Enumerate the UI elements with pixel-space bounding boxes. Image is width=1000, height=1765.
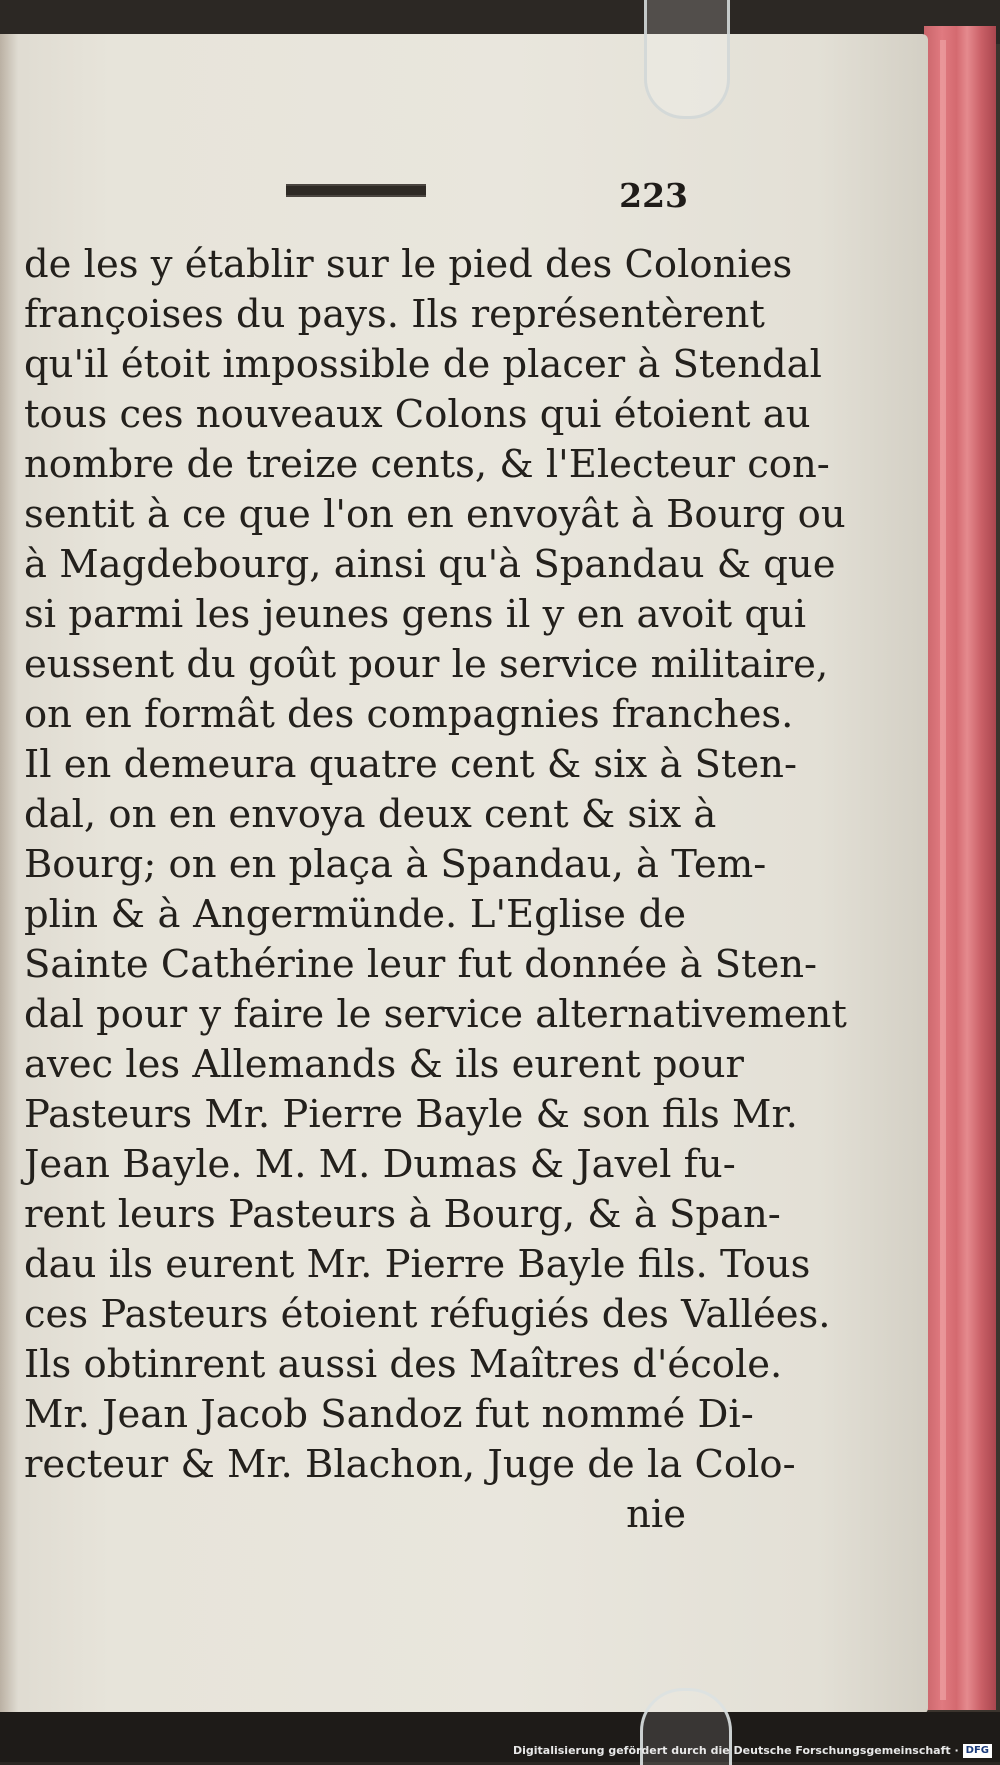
text-line: Jean Bayle. M. M. Dumas & Javel fu- bbox=[24, 1142, 736, 1187]
page-gutter-shadow bbox=[0, 34, 18, 1714]
text-line: à Magdebourg, ainsi qu'à Spandau & que bbox=[24, 542, 836, 587]
text-line: françoises du pays. Ils représentèrent bbox=[24, 292, 765, 337]
text-line: tous ces nouveaux Colons qui étoient au bbox=[24, 392, 811, 437]
page-text bbox=[24, 240, 847, 1540]
dfg-logo-icon: DFG bbox=[963, 1744, 992, 1758]
text-line: dal pour y faire le service alternativement bbox=[24, 992, 847, 1037]
text-line: Pasteurs Mr. Pierre Bayle & son fils Mr. bbox=[24, 1092, 798, 1137]
text-line: on en formât des compagnies franches. bbox=[24, 692, 794, 737]
text-line: qu'il étoit impossible de placer à Stendal bbox=[24, 342, 822, 387]
book-edge-highlight bbox=[940, 40, 946, 1700]
text-line: recteur & Mr. Blachon, Juge de la Colo- bbox=[24, 1442, 796, 1487]
text-line: eussent du goût pour le service militaire, bbox=[24, 642, 829, 687]
header-ornament-rule bbox=[286, 184, 426, 197]
text-line: rent leurs Pasteurs à Bourg, & à Span- bbox=[24, 1192, 781, 1237]
credit-text: Digitalisierung gefördert durch die Deutsche Forschungsgemeinschaft · bbox=[512, 1744, 959, 1757]
text-line: si parmi les jeunes gens il y en avoit qui bbox=[24, 592, 807, 637]
text-line: ces Pasteurs étoient réfugiés des Vallées. bbox=[24, 1292, 831, 1337]
text-line: avec les Allemands & ils eurent pour bbox=[24, 1042, 744, 1087]
text-line: sentit à ce que l'on en envoyât à Bourg ou bbox=[24, 492, 846, 537]
text-line: Sainte Cathérine leur fut donnée à Sten- bbox=[24, 942, 818, 987]
text-line: dau ils eurent Mr. Pierre Bayle fils. Tous bbox=[24, 1242, 811, 1287]
digitization-credit bbox=[513, 1742, 992, 1760]
text-line: nombre de treize cents, & l'Electeur con- bbox=[24, 442, 830, 487]
text-line: Ils obtinrent aussi des Maîtres d'école. bbox=[24, 1342, 783, 1387]
page-clip-top-icon bbox=[644, 0, 730, 119]
text-line: de les y établir sur le pied des Colonies bbox=[24, 242, 793, 287]
page-number: 223 bbox=[619, 176, 688, 215]
text-line: dal, on en envoya deux cent & six à bbox=[24, 792, 717, 837]
text-line: Mr. Jean Jacob Sandoz fut nommé Di- bbox=[24, 1392, 754, 1437]
book-red-edge bbox=[924, 26, 996, 1710]
catchword: nie bbox=[626, 1492, 686, 1537]
text-line: Il en demeura quatre cent & six à Sten- bbox=[24, 742, 797, 787]
text-line: plin & à Angermünde. L'Eglise de bbox=[24, 892, 686, 937]
text-line: Bourg; on en plaça à Spandau, à Tem- bbox=[24, 842, 767, 887]
